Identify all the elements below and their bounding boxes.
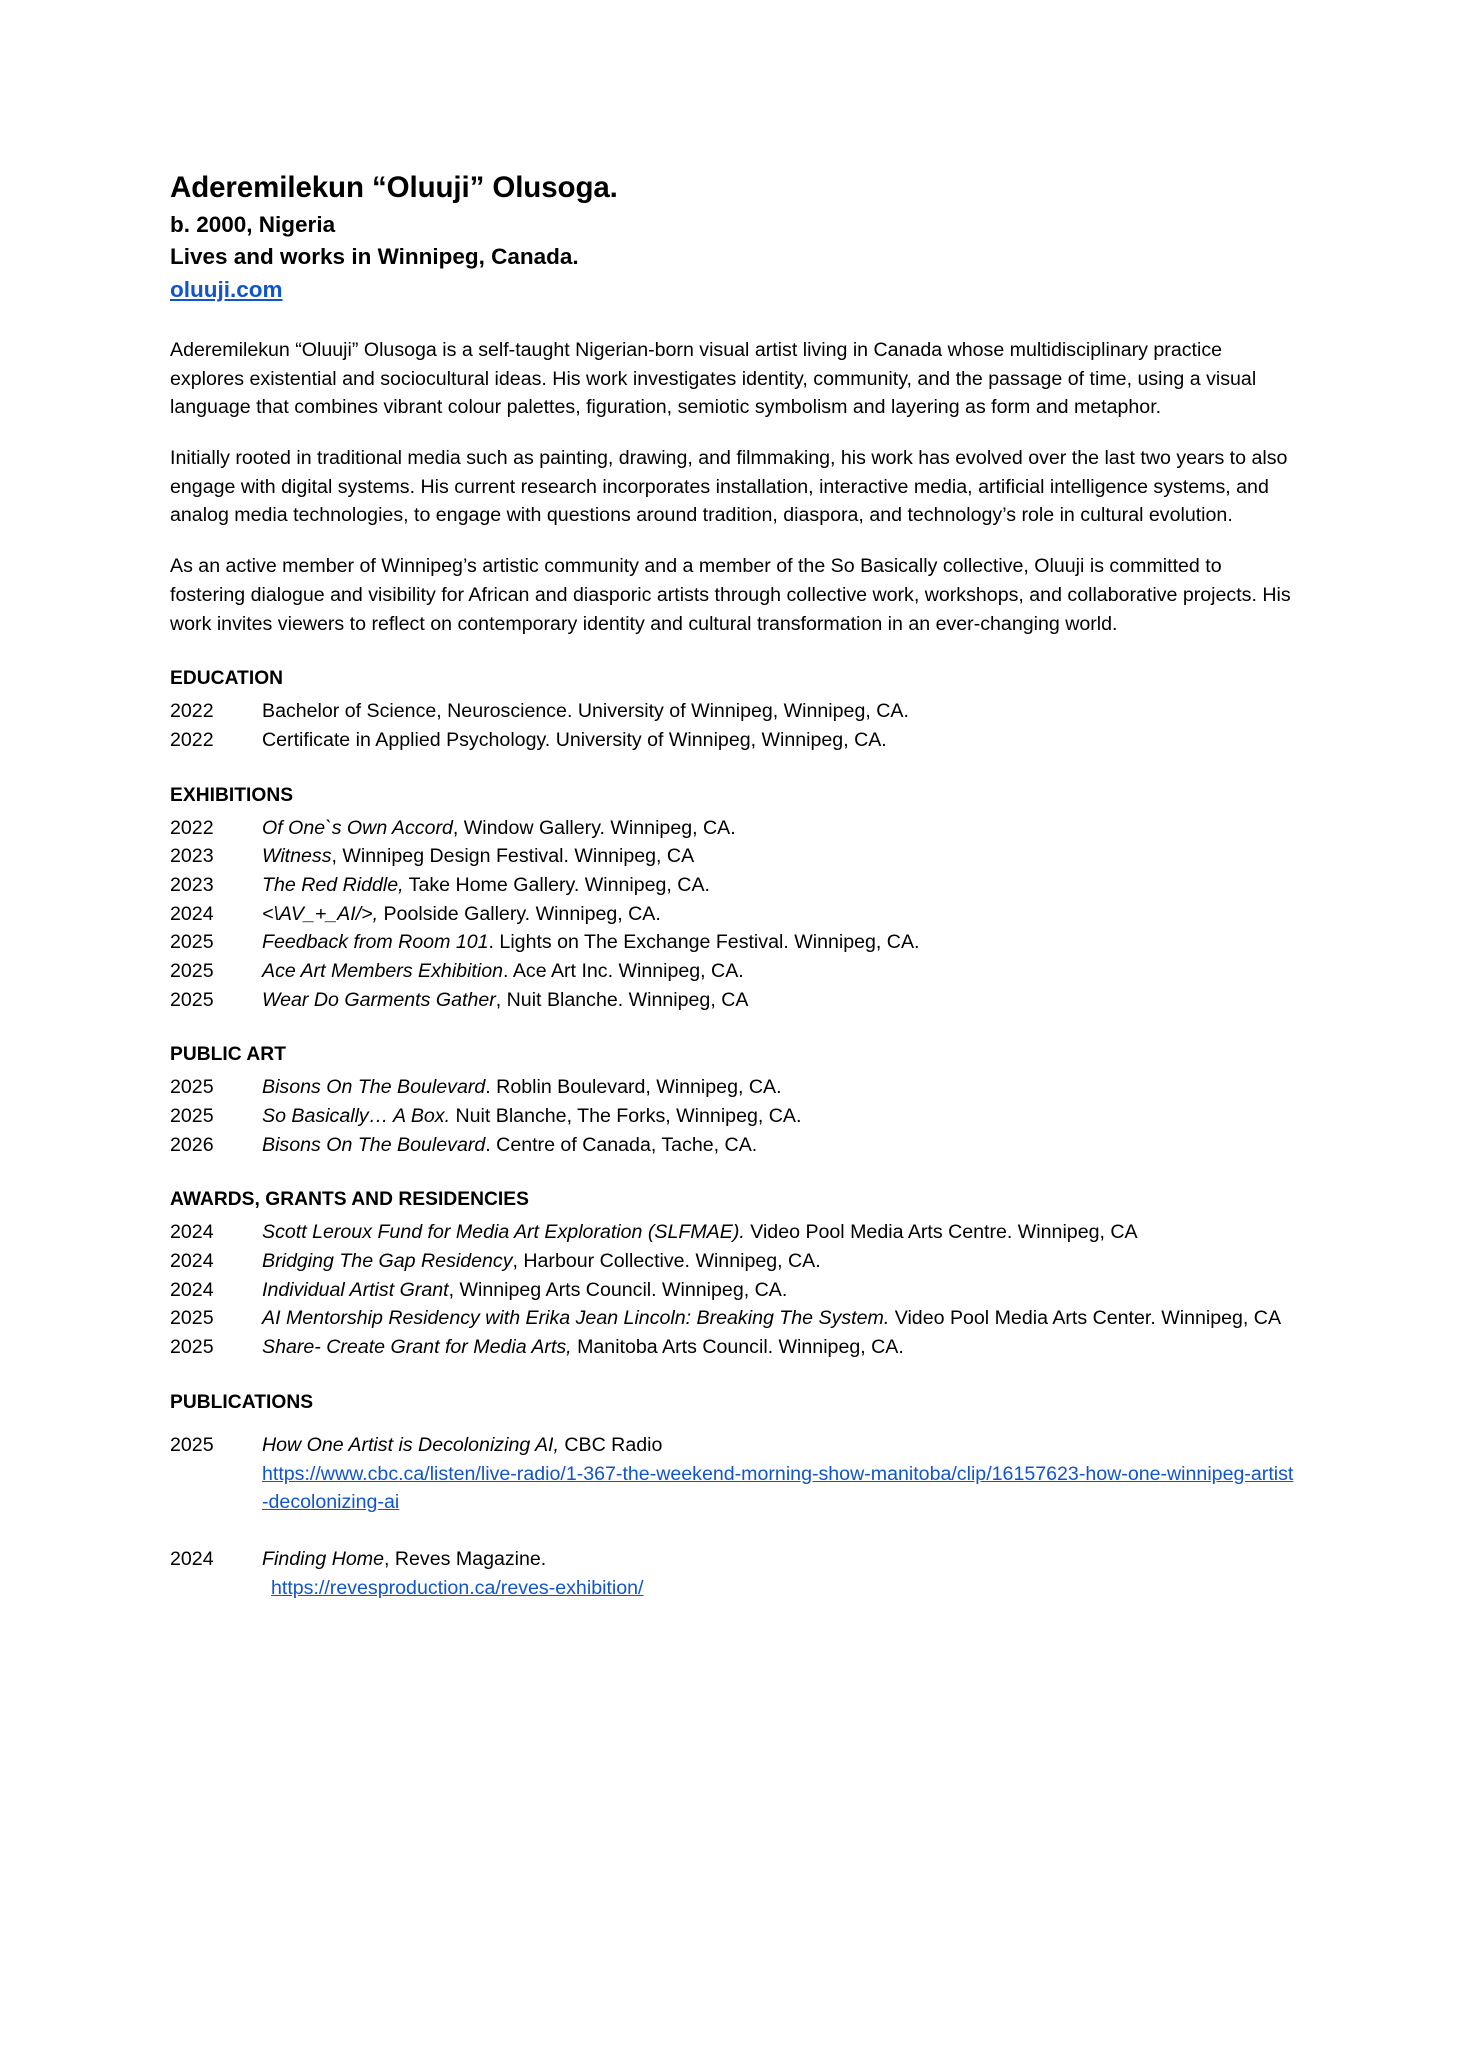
section-education	[170, 666, 1298, 754]
section-awards	[170, 1187, 1298, 1361]
entry-year: 2022	[170, 816, 214, 839]
section-heading-education: EDUCATION	[170, 668, 284, 690]
entry-title: <\AV_+_AI/>,	[262, 902, 379, 925]
entry-detail: Ace Art Members Exhibition. Ace Art Inc. Winnipeg, CA.	[262, 960, 744, 983]
entry-year: 2026	[170, 1133, 214, 1156]
entry-year: 2025	[170, 1105, 214, 1128]
entry-title: Bisons On The Boulevard	[262, 1133, 486, 1156]
entry-detail: AI Mentorship Residency with Erika Jean Lincoln: Breaking The System. Video Pool Media Arts Center. Winnipeg, CA	[262, 1307, 1282, 1330]
entry-year: 2025	[170, 1076, 214, 1099]
section-heading-exhibitions: EXHIBITIONS	[170, 784, 294, 806]
artist-name: Aderemilekun “Oluuji” Olusoga.	[170, 171, 618, 204]
entry-detail: Bisons On The Boulevard. Centre of Canada, Tache, CA.	[262, 1133, 758, 1156]
entry-detail: Feedback from Room 101. Lights on The Exchange Festival. Winnipeg, CA.	[262, 931, 920, 954]
entry-row	[170, 814, 1298, 843]
entry-year: 2023	[170, 845, 214, 868]
entry-detail: Of One`s Own Accord, Window Gallery. Winnipeg, CA.	[262, 816, 736, 839]
document-content	[170, 168, 1298, 1602]
entry-row	[170, 1073, 1298, 1102]
entry-detail: The Red Riddle, Take Home Gallery. Winnipeg, CA.	[262, 873, 710, 896]
entry-title: Feedback from Room 101	[262, 931, 489, 954]
entry-year: 2024	[170, 1250, 214, 1273]
entry-detail: Individual Artist Grant, Winnipeg Arts Council. Winnipeg, CA.	[262, 1278, 788, 1301]
entry-year: 2024	[170, 1547, 214, 1570]
entry-row	[170, 1431, 1298, 1517]
entry-row	[170, 1131, 1298, 1160]
biography	[170, 336, 1298, 638]
spacer	[170, 1421, 1298, 1431]
entry-title: Share- Create Grant for Media Arts,	[262, 1336, 572, 1359]
entry-year: 2022	[170, 700, 214, 723]
entry-title: The Red Riddle,	[262, 873, 404, 896]
entry-detail: Witness, Winnipeg Design Festival. Winnipeg, CA	[262, 845, 695, 868]
website-link[interactable]: oluuji.com	[170, 276, 283, 302]
location-line: Lives and works in Winnipeg, Canada.	[170, 244, 579, 270]
entry-title: So Basically… A Box.	[262, 1105, 451, 1128]
entry-detail: Certificate in Applied Psychology. University of Winnipeg, Winnipeg, CA.	[262, 728, 887, 751]
entry-title: Witness	[262, 845, 332, 868]
entry-row	[170, 900, 1298, 929]
entry-detail: <\AV_+_AI/>, Poolside Gallery. Winnipeg, CA.	[262, 902, 661, 925]
entry-row	[170, 1545, 1298, 1602]
bio-paragraph-3: As an active member of Winnipeg’s artistic community and a member of the So Basically collective, Oluuji is committed to fostering dialogue and visibility for African and diasporic artists through collective work, workshops, and collaborative projects. His work invites viewers to reflect on contemporary identity and cultural transformation in an ever-changing world.	[170, 555, 1291, 635]
entry-detail: Bisons On The Boulevard. Roblin Boulevard, Winnipeg, CA.	[262, 1076, 782, 1099]
header-block	[170, 168, 1298, 306]
entry-row	[170, 1276, 1298, 1305]
entry-title: Of One`s Own Accord	[262, 816, 453, 839]
entry-year: 2022	[170, 728, 214, 751]
entry-title: Bridging The Gap Residency	[262, 1250, 513, 1273]
section-exhibitions	[170, 783, 1298, 1015]
entry-row	[170, 1333, 1298, 1362]
entry-row	[170, 697, 1298, 726]
entry-row	[170, 726, 1298, 755]
entry-row	[170, 1218, 1298, 1247]
entry-year: 2025	[170, 1433, 214, 1456]
entry-title: Finding Home	[262, 1547, 384, 1570]
entry-year: 2024	[170, 1221, 214, 1244]
entry-year: 2025	[170, 931, 214, 954]
bio-paragraph-1: Aderemilekun “Oluuji” Olusoga is a self-taught Nigerian-born visual artist living in Canada whose multidisciplinary practice explores existential and sociocultural ideas. His work investigates identity, community, and the passage of time, using a visual language that combines vibrant colour palettes, figuration, semiotic symbolism and layering as form and metaphor.	[170, 338, 1257, 419]
entry-title: Individual Artist Grant	[262, 1278, 449, 1301]
entry-row	[170, 1247, 1298, 1276]
entry-detail: Scott Leroux Fund for Media Art Exploration (SLFMAE). Video Pool Media Arts Centre. Winnipeg, CA	[262, 1221, 1138, 1244]
entry-detail: Bachelor of Science, Neuroscience. University of Winnipeg, Winnipeg, CA.	[262, 700, 909, 723]
entry-row	[170, 1304, 1298, 1333]
entry-year: 2025	[170, 960, 214, 983]
entry-row	[170, 871, 1298, 900]
entry-list-exhibitions	[170, 814, 1298, 1015]
entry-year: 2023	[170, 873, 214, 896]
entry-list-public-art	[170, 1073, 1298, 1159]
entry-row	[170, 928, 1298, 957]
entry-year: 2025	[170, 1336, 214, 1359]
entry-detail: So Basically… A Box. Nuit Blanche, The Forks, Winnipeg, CA.	[262, 1105, 802, 1128]
entry-row	[170, 1102, 1298, 1131]
entry-list-education	[170, 697, 1298, 754]
entry-list-publications	[170, 1431, 1298, 1603]
entry-year: 2024	[170, 1278, 214, 1301]
section-publications	[170, 1390, 1298, 1602]
entry-detail: Bridging The Gap Residency, Harbour Collective. Winnipeg, CA.	[262, 1250, 821, 1273]
section-public-art	[170, 1042, 1298, 1159]
entry-title: Bisons On The Boulevard	[262, 1076, 486, 1099]
entry-title: Scott Leroux Fund for Media Art Exploration (SLFMAE).	[262, 1221, 745, 1244]
entry-url-link[interactable]: https://revesproduction.ca/reves-exhibition/	[271, 1576, 644, 1599]
section-heading-publications: PUBLICATIONS	[170, 1391, 314, 1413]
section-heading-public-art: PUBLIC ART	[170, 1044, 286, 1066]
entry-title: AI Mentorship Residency with Erika Jean Lincoln: Breaking The System.	[262, 1307, 890, 1330]
entry-detail: Wear Do Garments Gather, Nuit Blanche. Winnipeg, CA	[262, 988, 749, 1011]
entry-row	[170, 842, 1298, 871]
entry-detail: How One Artist is Decolonizing AI, CBC Radio https://www.cbc.ca/listen/live-radio/1-367-the-weekend-morning-show-manitoba/clip/16157623-how-one-winnipeg-artist-decolonizing-ai	[262, 1431, 1298, 1517]
entry-url-link[interactable]: https://www.cbc.ca/listen/live-radio/1-367-the-weekend-morning-show-manitoba/clip/16157623-how-one-winnipeg-artist-decolonizing-ai	[262, 1462, 1294, 1514]
entry-year: 2024	[170, 902, 214, 925]
bio-paragraph-2: Initially rooted in traditional media such as painting, drawing, and filmmaking, his work has evolved over the last two years to also engage with digital systems. His current research incorporates installation, interactive media, artificial intelligence systems, and analog media technologies, to engage with questions around tradition, diaspora, and technology’s role in cultural evolution.	[170, 447, 1288, 527]
entry-title: Wear Do Garments Gather	[262, 988, 496, 1011]
entry-title: How One Artist is Decolonizing AI,	[262, 1433, 559, 1456]
entry-title: Ace Art Members Exhibition	[262, 960, 504, 983]
entry-detail: Finding Home, Reves Magazine. https://revesproduction.ca/reves-exhibition/	[262, 1545, 1298, 1602]
entry-detail: Share- Create Grant for Media Arts, Manitoba Arts Council. Winnipeg, CA.	[262, 1336, 904, 1359]
entry-list-awards	[170, 1218, 1298, 1362]
entry-year: 2025	[170, 1307, 214, 1330]
spacer	[170, 1517, 1298, 1545]
entry-row	[170, 986, 1298, 1015]
entry-year: 2025	[170, 988, 214, 1011]
birth-line: b. 2000, Nigeria	[170, 212, 336, 238]
entry-row	[170, 957, 1298, 986]
section-heading-awards: AWARDS, GRANTS AND RESIDENCIES	[170, 1189, 529, 1211]
